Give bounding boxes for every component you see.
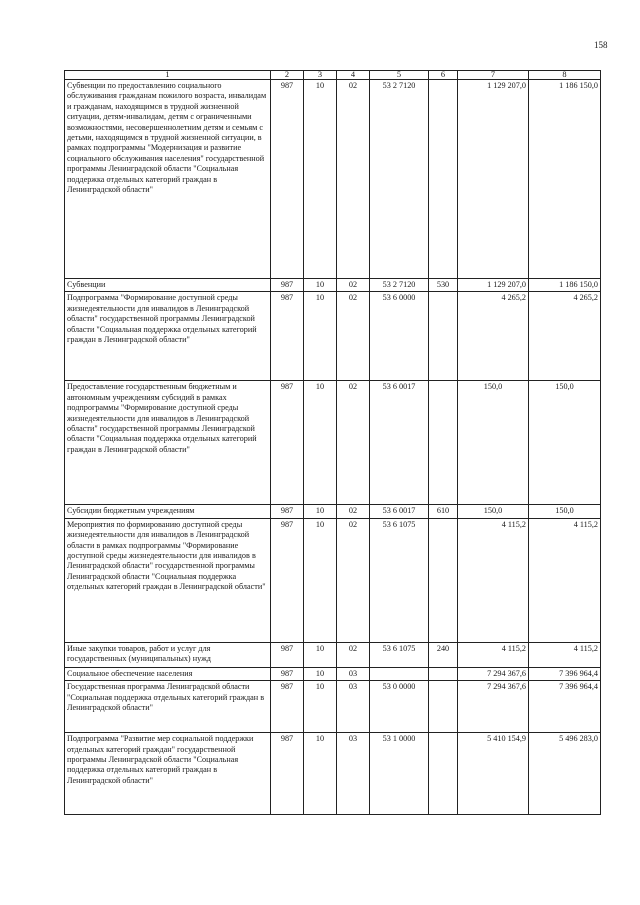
row-amount-cell: 1 129 207,0 <box>458 80 529 279</box>
row-amount-cell: 5 410 154,9 <box>458 733 529 815</box>
header-cell: 4 <box>337 71 370 80</box>
row-amount-cell: 1 129 207,0 <box>458 279 529 292</box>
row-code-cell: 53 6 1075 <box>370 518 429 642</box>
table-row <box>65 279 601 292</box>
row-amount-cell: 150,0 <box>458 381 529 505</box>
row-code-cell: 10 <box>304 667 337 680</box>
row-amount-cell: 7 294 367,6 <box>458 681 529 733</box>
table-row <box>65 381 601 505</box>
row-code-cell: 10 <box>304 733 337 815</box>
row-amount-cell: 7 396 964,4 <box>529 667 601 680</box>
table-row <box>65 733 601 815</box>
table-row <box>65 681 601 733</box>
row-code-cell: 987 <box>271 642 304 667</box>
row-code-cell: 987 <box>271 381 304 505</box>
row-code-cell: 53 6 1075 <box>370 642 429 667</box>
row-name-cell: Субсидии бюджетным учреждениям <box>65 505 271 518</box>
row-name-cell: Государственная программа Ленинградской области "Социальная поддержка отдельных категорий граждан в Ленинградской области" <box>65 681 271 733</box>
row-code-cell: 987 <box>271 667 304 680</box>
row-name-cell: Подпрограмма "Формирование доступной среды жизнедеятельности для инвалидов в Ленинградской области" государственной программы Ленинградской области "Социальная поддержка отдельных категорий граждан в Ленинградской области" <box>65 292 271 381</box>
row-name-cell: Иные закупки товаров, работ и услуг для государственных (муниципальных) нужд <box>65 642 271 667</box>
row-code-cell <box>429 80 458 279</box>
row-code-cell: 10 <box>304 279 337 292</box>
table-row <box>65 642 601 667</box>
row-code-cell <box>429 292 458 381</box>
row-code-cell: 53 6 0017 <box>370 381 429 505</box>
row-name-cell: Подпрограмма "Развитие мер социальной поддержки отдельных категорий граждан" государственной программы Ленинградской области "Социальная поддержка отдельных категорий граждан в Ленинградской области" <box>65 733 271 815</box>
row-name-cell: Предоставление государственным бюджетным и автономным учреждениям субсидий в рамках подпрограммы "Формирование доступной среды жизнедеятельности для инвалидов в Ленинградской области" государственной программы Ленинградской области "Социальная поддержка отдельных категорий граждан в Ленинградской области" <box>65 381 271 505</box>
row-code-cell: 610 <box>429 505 458 518</box>
table-row <box>65 505 601 518</box>
row-code-cell: 10 <box>304 642 337 667</box>
row-code-cell: 53 1 0000 <box>370 733 429 815</box>
row-code-cell: 10 <box>304 518 337 642</box>
row-code-cell: 02 <box>337 505 370 518</box>
header-cell: 2 <box>271 71 304 80</box>
row-amount-cell: 1 186 150,0 <box>529 279 601 292</box>
row-code-cell: 530 <box>429 279 458 292</box>
row-amount-cell: 5 496 283,0 <box>529 733 601 815</box>
row-code-cell <box>429 667 458 680</box>
page-number: 158 <box>594 40 608 50</box>
row-name-cell: Мероприятия по формированию доступной среды жизнедеятельности для инвалидов в Ленинградской области в рамках подпрограммы "Формирование доступной среды жизнедеятельности для инвалидов в Ленинградской области" государственной программы Ленинградской области "Социальная поддержка отдельных категорий граждан в Ленинградской области" <box>65 518 271 642</box>
row-code-cell: 10 <box>304 681 337 733</box>
header-cell: 3 <box>304 71 337 80</box>
row-code-cell <box>429 518 458 642</box>
row-code-cell: 53 2 7120 <box>370 279 429 292</box>
row-code-cell: 02 <box>337 279 370 292</box>
row-code-cell: 10 <box>304 292 337 381</box>
header-cell: 6 <box>429 71 458 80</box>
row-code-cell: 03 <box>337 681 370 733</box>
row-amount-cell: 4 115,2 <box>529 642 601 667</box>
row-code-cell <box>429 381 458 505</box>
row-code-cell <box>429 681 458 733</box>
header-cell: 5 <box>370 71 429 80</box>
row-amount-cell: 4 115,2 <box>458 642 529 667</box>
row-code-cell: 02 <box>337 642 370 667</box>
row-name-cell: Субвенции по предоставлению социального обслуживания гражданам пожилого возраста, инвалидам и гражданам, находящимся в трудной жизненной ситуации, детям-инвалидам, детям с ограниченными возможностями, несовершеннолетним детям и семьям с детьми, находящимся в трудной жизненной ситуации, в рамках подпрограммы "Модернизация и развитие социального обслуживания населения" государственной программы Ленинградской области "Социальная поддержка отдельных категорий граждан в Ленинградской области" <box>65 80 271 279</box>
table-row <box>65 292 601 381</box>
row-amount-cell: 4 115,2 <box>458 518 529 642</box>
row-code-cell: 10 <box>304 381 337 505</box>
row-amount-cell: 4 265,2 <box>458 292 529 381</box>
row-code-cell <box>370 667 429 680</box>
row-code-cell: 03 <box>337 667 370 680</box>
row-code-cell: 02 <box>337 292 370 381</box>
table-row <box>65 518 601 642</box>
table-header-row <box>65 71 601 80</box>
row-code-cell: 987 <box>271 505 304 518</box>
row-amount-cell: 150,0 <box>529 381 601 505</box>
budget-table <box>64 70 601 815</box>
row-amount-cell: 4 265,2 <box>529 292 601 381</box>
table-row <box>65 80 601 279</box>
row-code-cell: 53 2 7120 <box>370 80 429 279</box>
header-cell: 1 <box>65 71 271 80</box>
row-code-cell: 10 <box>304 80 337 279</box>
row-code-cell: 987 <box>271 681 304 733</box>
row-name-cell: Субвенции <box>65 279 271 292</box>
row-code-cell: 987 <box>271 518 304 642</box>
table-row <box>65 667 601 680</box>
row-code-cell: 987 <box>271 80 304 279</box>
row-code-cell <box>429 733 458 815</box>
row-amount-cell: 7 396 964,4 <box>529 681 601 733</box>
header-cell: 8 <box>529 71 601 80</box>
row-code-cell: 03 <box>337 733 370 815</box>
row-code-cell: 02 <box>337 381 370 505</box>
row-code-cell: 53 6 0000 <box>370 292 429 381</box>
row-code-cell: 987 <box>271 279 304 292</box>
row-amount-cell: 150,0 <box>529 505 601 518</box>
row-amount-cell: 4 115,2 <box>529 518 601 642</box>
row-code-cell: 02 <box>337 518 370 642</box>
row-code-cell: 53 0 0000 <box>370 681 429 733</box>
row-code-cell: 02 <box>337 80 370 279</box>
row-amount-cell: 150,0 <box>458 505 529 518</box>
row-code-cell: 53 6 0017 <box>370 505 429 518</box>
row-amount-cell: 1 186 150,0 <box>529 80 601 279</box>
row-code-cell: 987 <box>271 292 304 381</box>
row-code-cell: 10 <box>304 505 337 518</box>
row-amount-cell: 7 294 367,6 <box>458 667 529 680</box>
header-cell: 7 <box>458 71 529 80</box>
row-code-cell: 987 <box>271 733 304 815</box>
row-code-cell: 240 <box>429 642 458 667</box>
row-name-cell: Социальное обеспечение населения <box>65 667 271 680</box>
